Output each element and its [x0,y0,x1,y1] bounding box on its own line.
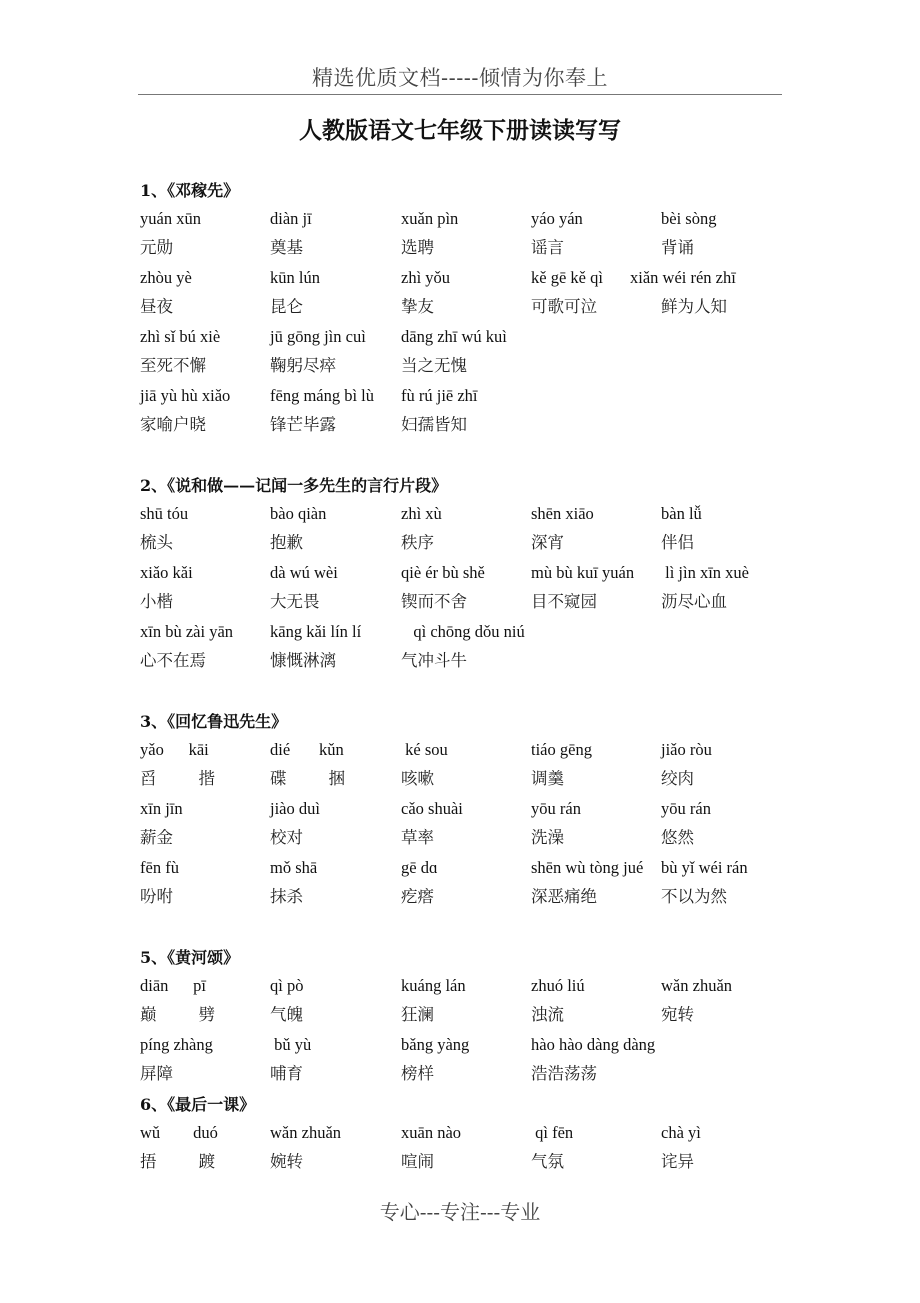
hanzi-row [140,768,790,794]
pinyin-text: hào hào dàng dàng [531,1035,656,1054]
pinyin-text: diān pī [140,976,206,995]
hanzi-text: 捂 踱 [140,1152,215,1171]
pinyin-text: kě gē kě qì [531,268,603,287]
pinyin-text: kuáng lán [401,976,466,995]
pinyin-row [140,562,790,588]
section-heading: 1、《邓稼先》 [140,181,240,200]
pinyin-text: kāng kǎi lín lí [270,622,362,641]
pinyin-row [140,267,790,293]
pinyin-text: jiǎo ròu [661,740,712,759]
hanzi-text: 宛转 [661,1005,694,1024]
hanzi-text: 伴侣 [661,533,694,552]
pinyin-text: dà wú wèi [270,563,338,582]
hanzi-row [140,591,790,617]
pinyin-text: yuán xūn [140,209,201,228]
hanzi-text: 气氛 [531,1152,564,1171]
pinyin-text: xuān nào [401,1123,462,1142]
pinyin-text: bàn lǚ [661,504,702,523]
hanzi-text: 草率 [401,828,434,847]
pinyin-text: ké sou [401,740,448,759]
page-footer: 专心---专注---专业 [379,1200,541,1224]
pinyin-text: bèi sòng [661,209,717,228]
hanzi-text: 气冲斗牛 [401,651,467,670]
hanzi-text: 浩浩荡荡 [531,1064,597,1083]
pinyin-text: wǎn zhuǎn [661,976,733,995]
hanzi-row [140,1004,790,1030]
pinyin-text: shēn wù tòng jué [531,858,644,877]
hanzi-text: 大无畏 [270,592,320,611]
hanzi-text: 悠然 [661,828,694,847]
hanzi-text: 妇孺皆知 [401,415,467,434]
document-title: 人教版语文七年级下册读读写写 [299,117,621,144]
pinyin-row [140,739,790,765]
pinyin-text: xīn bù zài yān [140,622,234,641]
pinyin-row [140,798,790,824]
hanzi-text: 昼夜 [140,297,173,316]
pinyin-text: xiǎn wéi rén zhī [630,268,736,287]
pinyin-text: lì jìn xīn xuè [661,563,749,582]
pinyin-text: yōu rán [661,799,711,818]
section-heading: 5、《黄河颂》 [140,948,240,967]
pinyin-text: qì fēn [531,1123,574,1142]
hanzi-text: 碟 捆 [270,769,345,788]
header-divider [138,94,782,95]
pinyin-text: dāng zhī wú kuì [401,327,507,346]
hanzi-text: 谣言 [531,238,564,257]
hanzi-text: 选聘 [401,238,434,257]
hanzi-text: 目不窥园 [531,592,597,611]
pinyin-row [140,621,790,647]
page-header: 精选优质文档-----倾情为你奉上 [312,66,608,90]
hanzi-text: 气魄 [270,1005,303,1024]
pinyin-text: yǎo kāi [140,740,209,759]
pinyin-row [140,326,790,352]
pinyin-row [140,503,790,529]
pinyin-text: bǔ yù [270,1035,312,1054]
pinyin-text: qì pò [270,976,304,995]
hanzi-text: 锲而不舍 [401,592,467,611]
hanzi-text: 挚友 [401,297,434,316]
pinyin-text: xīn jīn [140,799,183,818]
hanzi-text: 浊流 [531,1005,564,1024]
pinyin-text: cǎo shuài [401,799,463,818]
hanzi-text: 深宵 [531,533,564,552]
section-heading: 3、《回忆鲁迅先生》 [140,712,288,731]
hanzi-text: 薪金 [140,828,173,847]
pinyin-text: wǔ duó [140,1123,218,1142]
pinyin-row [140,208,790,234]
hanzi-text: 屏障 [140,1064,173,1083]
pinyin-text: zhuó liú [531,976,585,995]
hanzi-text: 诧异 [661,1152,694,1171]
hanzi-text: 至死不懈 [140,356,206,375]
pinyin-text: mù bù kuī yuán [531,563,635,582]
pinyin-text: xuǎn pìn [401,209,459,228]
hanzi-row [140,355,790,381]
hanzi-text: 榜样 [401,1064,434,1083]
hanzi-text: 鞠躬尽瘁 [270,356,336,375]
hanzi-row [140,296,790,322]
pinyin-text: fēn fù [140,858,179,877]
hanzi-text: 不以为然 [661,887,727,906]
pinyin-row [140,1034,790,1060]
pinyin-text: jiào duì [270,799,320,818]
pinyin-text: zhì sǐ bú xiè [140,327,221,346]
hanzi-text: 当之无愧 [401,356,467,375]
pinyin-text: xiǎo kǎi [140,563,193,582]
hanzi-row [140,650,790,676]
hanzi-text: 梳头 [140,533,173,552]
pinyin-text: chà yì [661,1123,701,1142]
pinyin-text: kūn lún [270,268,320,287]
hanzi-row [140,532,790,558]
pinyin-text: jiā yù hù xiǎo [140,386,231,405]
hanzi-text: 沥尽心血 [661,592,727,611]
hanzi-text: 背诵 [661,238,694,257]
hanzi-text: 锋芒毕露 [270,415,336,434]
hanzi-text: 调羹 [531,769,564,788]
pinyin-text: diàn jī [270,209,312,228]
hanzi-row [140,1063,790,1089]
pinyin-text: dié kǔn [270,740,344,759]
hanzi-text: 深恶痛绝 [531,887,597,906]
hanzi-text: 疙瘩 [401,887,434,906]
pinyin-text: fēng máng bì lù [270,386,375,405]
pinyin-text: bù yǐ wéi rán [661,858,748,877]
hanzi-text: 昆仑 [270,297,303,316]
hanzi-text: 慷慨淋漓 [270,651,336,670]
pinyin-row [140,385,790,411]
hanzi-row [140,237,790,263]
pinyin-text: jū gōng jìn cuì [270,327,366,346]
pinyin-text: qiè ér bù shě [401,563,485,582]
hanzi-text: 小楷 [140,592,173,611]
pinyin-text: mǒ shā [270,858,318,877]
hanzi-text: 心不在焉 [140,651,206,670]
hanzi-text: 舀 揩 [140,769,215,788]
pinyin-text: shū tóu [140,504,189,523]
hanzi-text: 狂澜 [401,1005,434,1024]
pinyin-text: gē dɑ [401,858,438,877]
pinyin-text: shēn xiāo [531,504,594,523]
hanzi-text: 绞肉 [661,769,694,788]
hanzi-text: 秩序 [401,533,434,552]
hanzi-row [140,886,790,912]
hanzi-row [140,827,790,853]
pinyin-text: tiáo gēng [531,740,592,759]
pinyin-text: qì chōng dǒu niú [401,622,525,641]
hanzi-text: 家喻户晓 [140,415,206,434]
hanzi-text: 吩咐 [140,887,173,906]
hanzi-text: 可歌可泣 [531,297,597,316]
hanzi-text: 奠基 [270,238,303,257]
pinyin-row [140,975,790,1001]
pinyin-text: bào qiàn [270,504,327,523]
hanzi-text: 喧闹 [401,1152,434,1171]
section-heading: 6、《最后一课》 [140,1095,256,1114]
pinyin-text: zhòu yè [140,268,192,287]
pinyin-row [140,1122,790,1148]
hanzi-text: 哺育 [270,1064,303,1083]
pinyin-text: píng zhàng [140,1035,213,1054]
hanzi-text: 元勋 [140,238,173,257]
hanzi-text: 咳嗽 [401,769,434,788]
pinyin-text: fù rú jiē zhī [401,386,478,405]
pinyin-text: zhì xù [401,504,442,523]
pinyin-text: yáo yán [531,209,583,228]
hanzi-row [140,1151,790,1177]
hanzi-text: 抹杀 [270,887,303,906]
hanzi-text: 婉转 [270,1152,303,1171]
pinyin-text: bǎng yàng [401,1035,470,1054]
hanzi-text: 巅 劈 [140,1005,215,1024]
pinyin-text: wǎn zhuǎn [270,1123,342,1142]
hanzi-text: 洗澡 [531,828,564,847]
hanzi-text: 抱歉 [270,533,303,552]
hanzi-text: 校对 [270,828,303,847]
section-heading: 2、《说和做——记闻一多先生的言行片段》 [140,476,448,495]
pinyin-text: yōu rán [531,799,581,818]
hanzi-row [140,414,790,440]
pinyin-text: zhì yǒu [401,268,451,287]
hanzi-text: 鲜为人知 [661,297,727,316]
pinyin-row [140,857,790,883]
